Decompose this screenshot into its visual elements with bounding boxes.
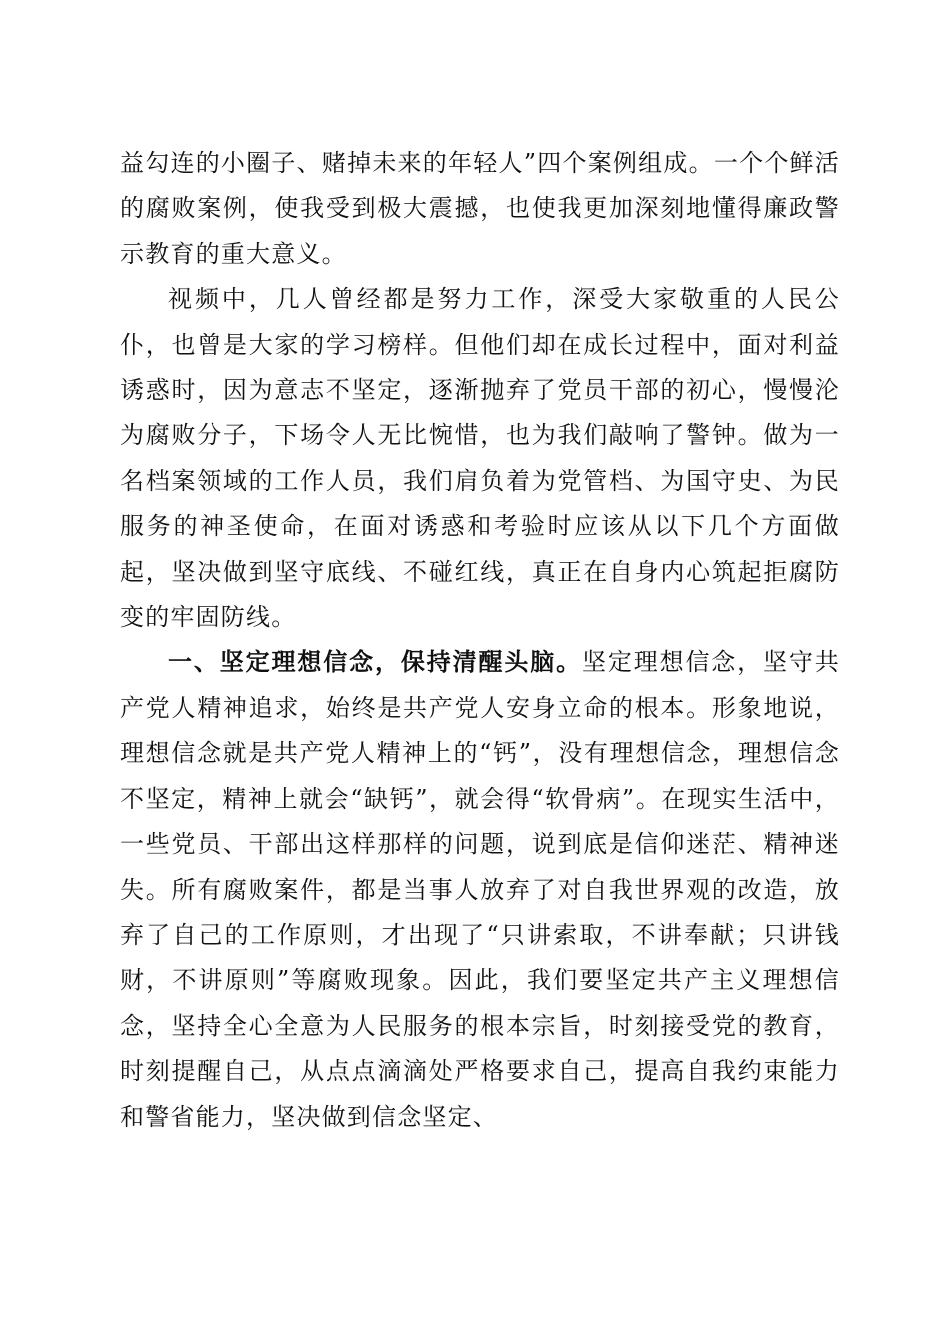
paragraph-text: 益勾连的小圈子、赌掉未来的年轻人”四个案例组成。一个个鲜活的腐败案例，使我受到极大震撼，也使我更加深刻地懂得廉政警示教育的重大意义。	[120, 149, 840, 268]
paragraph-case-summary	[120, 141, 840, 277]
paragraph-video-reflection	[120, 277, 840, 640]
paragraph-text: 坚定理想信念，坚守共产党人精神追求，始终是共产党人安身立命的根本。形象地说，理想信念就是共产党人精神上的“钙”，没有理想信念，理想信念不坚定，精神上就会“缺钙”，就会得“软骨病”。在现实生活中，一些党员、干部出这样那样的问题，说到底是信仰迷茫、精神迷失。所有腐败案件，都是当事人放弃了对自我世界观的改造，放弃了自己的工作原则，才出现了“只讲索取，不讲奉献；只讲钱财，不讲原则”等腐败现象。因此，我们要坚定共产主义理想信念，坚持全心全意为人民服务的根本宗旨，时刻接受党的教育，时刻提醒自己，从点点滴滴处严格要求自己，提高自我约束能力和警省能力，坚决做到信念坚定、	[120, 648, 840, 1131]
paragraph-section-one	[120, 640, 840, 1139]
paragraph-text: 视频中，几人曾经都是努力工作，深受大家敬重的人民公仆，也曾是大家的学习榜样。但他们却在成长过程中，面对利益诱惑时，因为意志不坚定，逐渐抛弃了党员干部的初心，慢慢沦为腐败分子，下场令人无比惋惜，也为我们敲响了警钟。做为一名档案领域的工作人员，我们肩负着为党管档、为国守史、为民服务的神圣使命，在面对诱惑和考验时应该从以下几个方面做起，坚决做到坚守底线、不碰红线，真正在自身内心筑起拒腐防变的牢固防线。	[120, 285, 840, 632]
document-body	[120, 141, 840, 1140]
section-heading: 一、坚定理想信念，保持清醒头脑。	[168, 648, 582, 677]
